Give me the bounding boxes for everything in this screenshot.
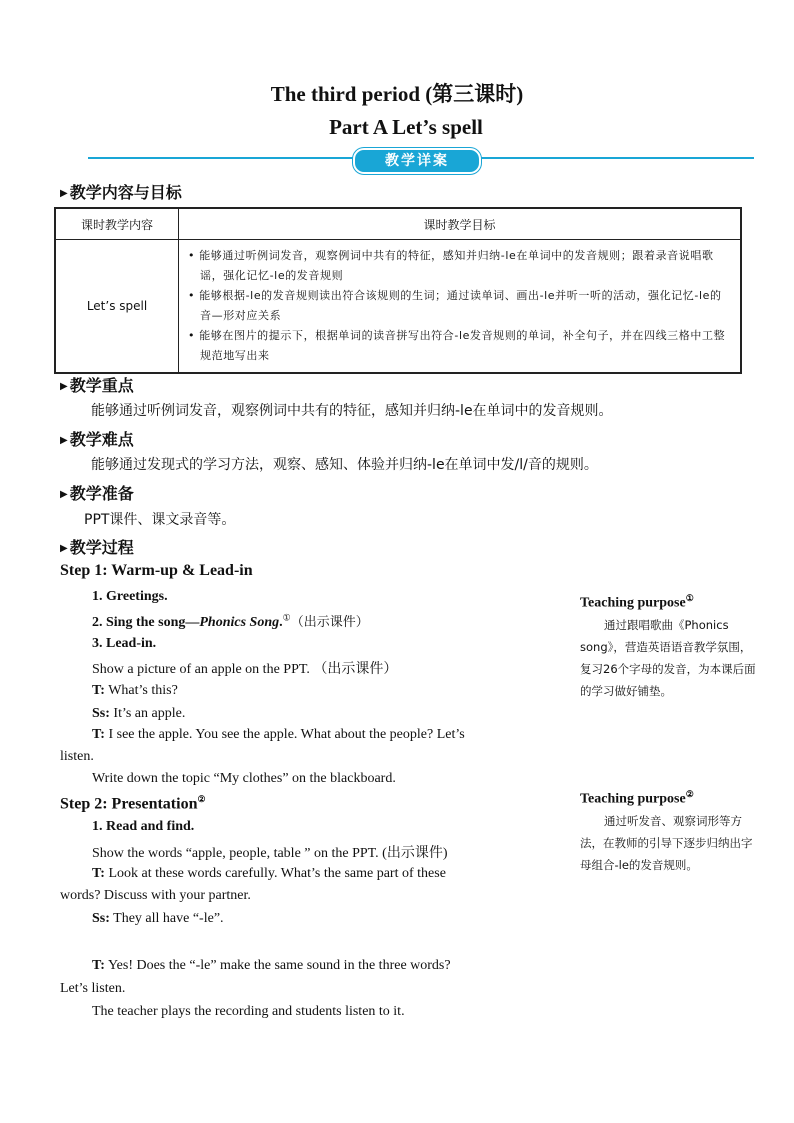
section-key-points: ▶ 教学重点: [60, 376, 134, 395]
triangle-icon: ▶: [60, 543, 68, 554]
table-header-row: [55, 208, 741, 240]
section-process: ▶ 教学过程: [60, 538, 134, 557]
col1-header: 课时教学内容: [55, 208, 179, 240]
step2-plays: The teacher plays the recording and students listen to it.: [92, 1004, 405, 1019]
section-content-goals: ▶ 教学内容与目标: [60, 183, 182, 202]
triangle-icon: ▶: [60, 381, 68, 392]
goal-item: • 能够通过听例词发音，观察例词中共有的特征，感知并归纳-le在单词中的发音规则；跟着录音说唱歌谣，强化记忆-le的发音规则: [188, 246, 733, 286]
goal-item: • 能够根据-le的发音规则读出符合该规则的生词；通过读单词、画出-le并听一听的活动，强化记忆-le的音—形对应关系: [188, 286, 733, 326]
side-note-title-1: Teaching purpose①: [580, 593, 694, 611]
goals-cell: [179, 240, 742, 374]
step1-t2: T: I see the apple. You see the apple. What about the people? Let’s: [92, 727, 465, 742]
step2-t2b: Let’s listen.: [60, 981, 126, 996]
step2-show: Show the words “apple, people, table ” on the PPT. (出示课件): [92, 846, 448, 861]
table-row: [55, 240, 741, 374]
triangle-icon: ▶: [60, 435, 68, 446]
section-preparation: ▶ 教学准备: [60, 484, 134, 503]
key-points-text: 能够通过听例词发音，观察例词中共有的特征，感知并归纳-le在单词中的发音规则。: [91, 403, 613, 419]
col2-header: 课时教学目标: [179, 208, 742, 240]
goals-list: [180, 242, 739, 370]
page-title: The third period (第三课时): [270, 82, 524, 106]
step2-t1b: words? Discuss with your partner.: [60, 888, 251, 903]
step2-heading: Step 2: Presentation②: [60, 794, 206, 813]
triangle-icon: ▶: [60, 188, 68, 199]
side-note-title-2: Teaching purpose②: [580, 789, 694, 807]
side-note-text-2: 通过听发音、观察词形等方法，在教师的引导下逐步归纳出字母组合-le的发音规则。: [580, 814, 753, 872]
page-subtitle: Part A Let’s spell: [329, 115, 483, 139]
step1-s1: Ss: It’s an apple.: [92, 706, 186, 721]
step2-s1: Ss: They all have “-le”.: [92, 911, 224, 926]
step1-leadin: 3. Lead-in.: [92, 636, 157, 651]
section-difficulties: ▶ 教学难点: [60, 430, 134, 449]
step1-greetings: 1. Greetings.: [92, 589, 168, 604]
banner-badge: 教学详案: [353, 148, 481, 174]
step2-read: 1. Read and find.: [92, 819, 195, 834]
side-note-text-1: 通过跟唱歌曲《Phonics song》，营造英语语音教学氛围，复习26个字母的发音，为本课后面的学习做好铺垫。: [580, 618, 756, 698]
triangle-icon: ▶: [60, 489, 68, 500]
step1-heading: Step 1: Warm-up & Lead-in: [60, 562, 253, 579]
difficulties-text: 能够通过发现式的学习方法，观察、感知、体验并归纳-le在单词中发/l/音的规则。: [91, 457, 598, 473]
goal-item: • 能够在图片的提示下，根据单词的读音拼写出符合-le发音规则的单词，补全句子，并在四线三格中工整规范地写出来: [188, 326, 733, 366]
step1-write: Write down the topic “My clothes” on the blackboard.: [92, 771, 396, 786]
preparation-text: PPT课件、课文录音等。: [84, 512, 236, 528]
row-label: Let’s spell: [55, 240, 179, 374]
step1-show: Show a picture of an apple on the PPT. （出示课件）: [92, 662, 398, 677]
step1-sing: 2. Sing the song—Phonics Song.①（出示课件）: [92, 612, 369, 630]
step1-t1: T: What’s this?: [92, 683, 178, 698]
step1-t2b: listen.: [60, 749, 94, 764]
step2-t1: T: Look at these words carefully. What’s the same part of these: [92, 866, 446, 881]
objectives-table: [54, 207, 742, 374]
step2-t2: T: Yes! Does the “-le” make the same sound in the three words?: [92, 958, 451, 973]
